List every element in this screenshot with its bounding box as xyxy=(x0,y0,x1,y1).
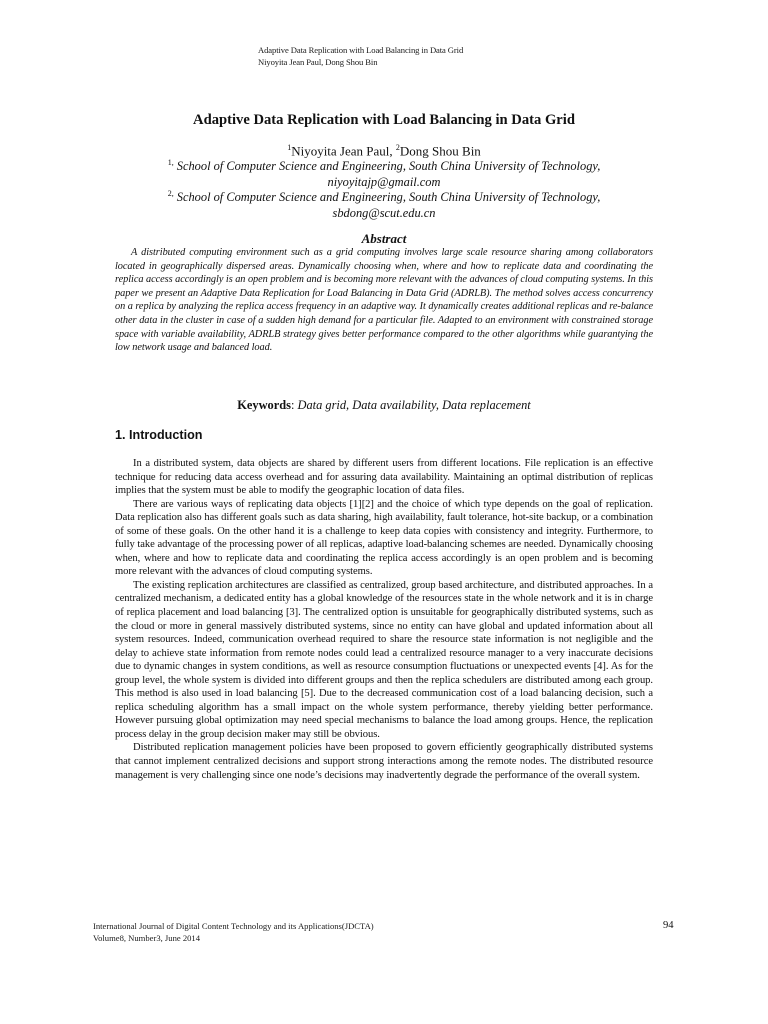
keywords-label: Keywords xyxy=(237,398,291,412)
author2-name: Dong Shou Bin xyxy=(399,143,481,159)
journal-footer xyxy=(93,921,374,944)
affiliation-1-text: School of Computer Science and Engineering, South China University of Technology, xyxy=(173,159,601,174)
footer-journal-name: International Journal of Digital Content Technology and its Applications(JDCTA) xyxy=(93,921,374,931)
keywords-separator: : xyxy=(290,398,298,412)
keywords-text: Data grid, Data availability, Data replacement xyxy=(297,398,531,412)
author2-superscript: 2 xyxy=(395,143,400,152)
affiliation-2-superscript: 2, xyxy=(167,189,174,198)
body-paragraph: Distributed replication management policies have been proposed to govern efficiently geographically distributed systems that cannot implement centralized decisions and support strong interactions among the remote nodes. The distributed resource management is very challenging since one node’s decisions may inadvertently degrade the performance of the overall system. xyxy=(115,742,653,781)
affiliation-1-superscript: 1, xyxy=(167,158,174,167)
page-number: 94 xyxy=(663,920,674,931)
affiliation-2-email: sbdong@scut.edu.cn xyxy=(332,205,436,220)
paper-title: Adaptive Data Replication with Load Balancing in Data Grid xyxy=(193,112,575,128)
abstract-heading: Abstract xyxy=(361,231,407,246)
running-head-title: Adaptive Data Replication with Load Balancing in Data Grid xyxy=(258,45,464,55)
body-paragraph: In a distributed system, data objects are shared by different users from different locations. File replication is an effective technique for reducing data access overhead and for assuring data availability. Maintaining an optimal distribution of replicas implies that the system must be able to modify the geographic location of data files. xyxy=(115,458,653,497)
section-heading-introduction: 1. Introduction xyxy=(115,428,203,442)
footer-volume: Volume8, Number3, June 2014 xyxy=(93,932,201,943)
author1-superscript: 1 xyxy=(287,143,292,152)
abstract-body: A distributed computing environment such as a grid computing involves large scale resource sharing among collaborators located in geographically dispersed areas. Dynamically choosing when, where and how to replicate data and coordinating the replica access accordingly is an open problem and is becoming more relevant with the advances of cloud computing systems. In this paper we present an Adaptive Data Replication for Load Balancing in Data Grid (ADRLB). The method solves access concurrency on a replica by analyzing the replica access frequency in an adaptive way. It dynamically creates additional replicas and re-balance other data in the cluster in case of a sudden high demand for a particular file. Adapted to an environment with constrained storage space with variable availability, ADRLB strategy gives better performance compared to the other algorithms while guarantying the low network usage and balanced load. xyxy=(115,247,653,354)
running-head xyxy=(258,44,463,68)
body-paragraph: The existing replication architectures are classified as centralized, group based architecture, and distributed approaches. In a centralized mechanism, a dedicated entity has a global knowledge of the resources state in the whole network and it is in charge of replica placement and load balancing [3]. The centralized option is unsuitable for geographically distributed systems, such as the cloud or more in general massively distributed systems, since no entity can have global and updated information about all system resources. Indeed, communication overhead required to share the resource state information is not negligible and the delay to achieve state information from remote nodes could lead a centralized resource manager to a very inaccurate decisions due to dynamic changes in system conditions, as well as resource consumption fluctuations or unexpected events [4]. As for the group level, the whole system is divided into different groups and then the replica schedulers are distributed among each group. This method is also used in load balancing [5]. Due to the decreased communication cost of a load balancing decision, such a replica scheduling algorithm has a small impact on the whole system performance, thereby yielding better performance. However pursuing global optimization may need special mechanisms to balance the load among groups. Hence, the replication process delay in the group decision maker may still be obvious. xyxy=(115,579,653,740)
keywords-line xyxy=(0,397,768,413)
author1-name: Niyoyita Jean Paul, xyxy=(291,143,396,159)
affiliation-2-text: School of Computer Science and Engineering, South China University of Technology, xyxy=(173,190,601,205)
affiliation-1-email: niyoyitajp@gmail.com xyxy=(327,174,441,189)
affiliation-2 xyxy=(120,186,648,222)
running-head-authors: Niyoyita Jean Paul, Dong Shou Bin xyxy=(258,57,378,67)
introduction-body xyxy=(115,457,653,782)
body-paragraph: There are various ways of replicating data objects [1][2] and the choice of which type depends on the goal of replication. Data replication also has different goals such as data sharing, high availability, fault tolerance, hot-site backup, or a combination of some of these goals. On the other hand it is a challenge to keep data copies with consistency and integrity. Furthermore, to fully take advantage of the processing power of all replicas, adaptive load-balancing schemes are needed. Dynamically choosing when, where and how to replicate data and coordinating the replica access accordingly is an open problem and is becoming more relevant with the advances of cloud computing systems. xyxy=(115,498,653,578)
